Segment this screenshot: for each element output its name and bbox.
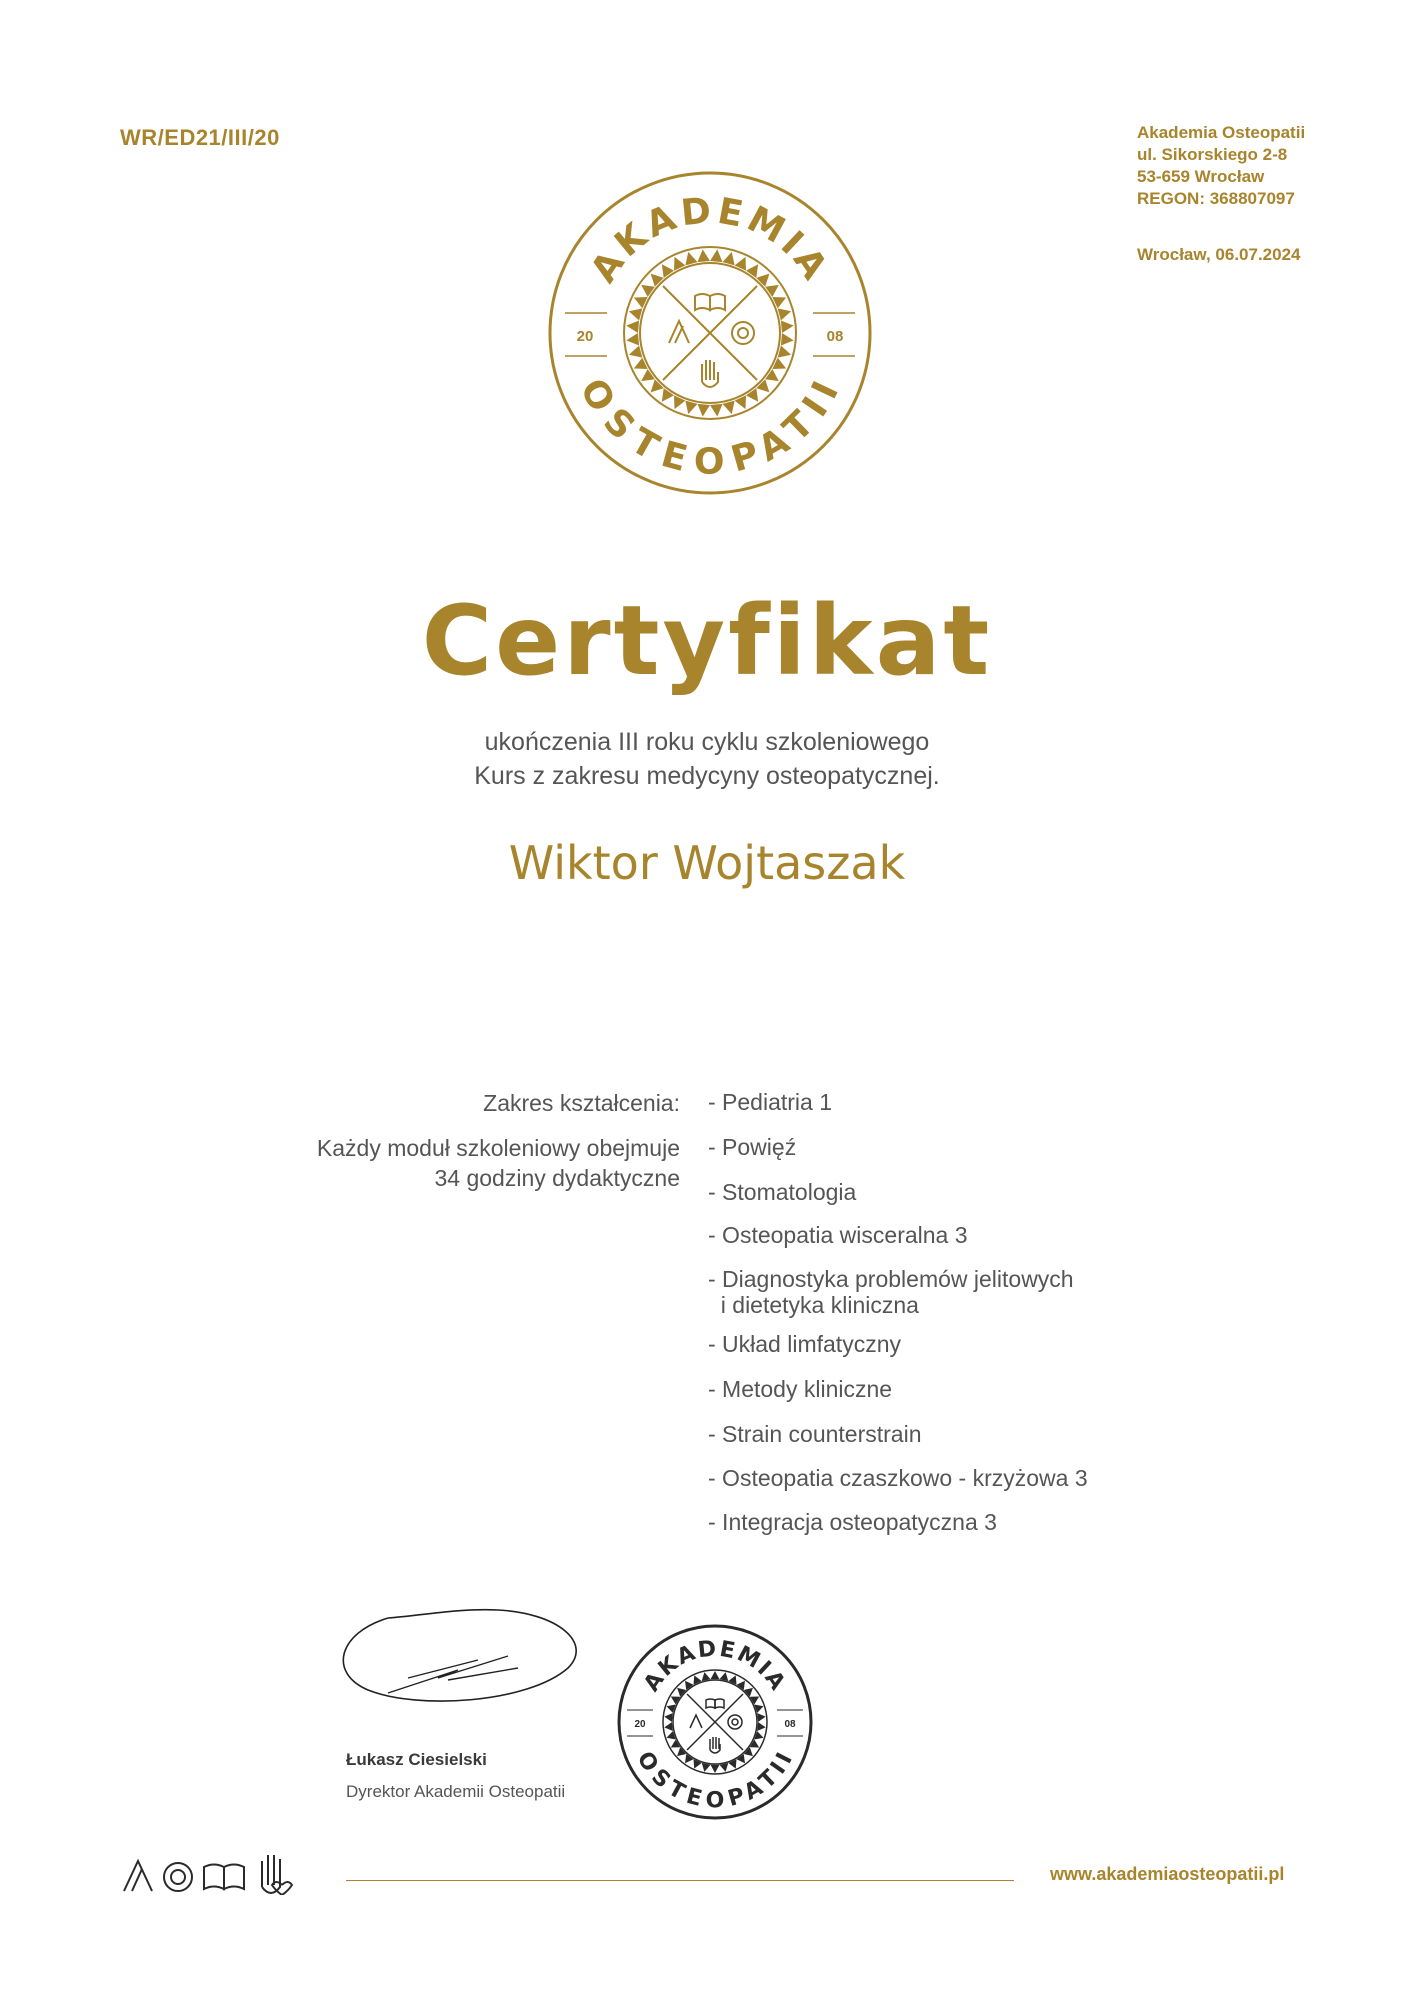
seal-year-right: 08 — [826, 328, 844, 345]
footer-icons — [122, 1847, 322, 1895]
seal-tooth — [626, 320, 639, 333]
list-item: - Metody kliniczne — [708, 1376, 893, 1402]
seal-tooth — [781, 320, 794, 333]
module-note-line-1: Każdy moduł szkoleniowy obejmuje — [316, 1135, 680, 1161]
stamp-top-text: AKADEMIA — [639, 1636, 791, 1697]
seal-tooth — [697, 249, 710, 262]
recipient-name: Wiktor Wojtaszak — [508, 836, 906, 890]
module-note — [200, 1133, 680, 1193]
lambda-icon — [124, 1861, 152, 1891]
seal-tooth — [723, 252, 735, 265]
seal-tooth — [629, 308, 642, 320]
issuer-name: Akademia Osteopatii — [1137, 123, 1306, 142]
list-item: - Pediatria 1 — [708, 1089, 833, 1115]
subtitle-line-1: ukończenia III roku cyklu szkoleniowego — [484, 728, 930, 756]
document-number: WR/ED21/III/20 — [120, 125, 280, 150]
issuer-street: ul. Sikorskiego 2-8 — [1137, 145, 1288, 164]
website-link[interactable]: www.akademiaosteopatii.pl — [1050, 1864, 1285, 1884]
seal-tooth — [778, 308, 791, 320]
stamp-year-left: 20 — [634, 1719, 646, 1730]
seal-year-left: 20 — [576, 328, 594, 345]
seal-tooth — [664, 1713, 673, 1722]
seal-top-text: AKADEMIA — [583, 190, 837, 290]
issuer-regon: REGON: 368807097 — [1137, 189, 1295, 208]
list-item: i dietetyka kliniczna — [708, 1292, 919, 1318]
stamp-bottom-text: OSTEOPATII — [631, 1747, 799, 1814]
list-item: - Osteopatia wisceralna 3 — [708, 1222, 968, 1248]
certificate-subtitle — [0, 725, 1414, 793]
list-item: - Integracja osteopatyczna 3 — [708, 1509, 997, 1535]
seal-tooth — [757, 1722, 766, 1731]
seal-tooth — [664, 1722, 673, 1731]
list-item: - Układ limfatyczny — [708, 1331, 901, 1357]
list-item: - Strain counterstrain — [708, 1421, 922, 1447]
seal-tooth — [757, 1713, 766, 1722]
place-date: Wrocław, 06.07.2024 — [1137, 245, 1301, 264]
certificate-title: Certyfikat — [421, 585, 993, 697]
seal-tooth — [711, 1671, 720, 1679]
seal-tooth — [629, 346, 642, 358]
circle-icon — [164, 1863, 192, 1891]
list-item: - Osteopatia czaszkowo - krzyżowa 3 — [708, 1465, 1088, 1491]
list-item: - Stomatologia — [708, 1179, 857, 1205]
seal-tooth — [626, 333, 639, 346]
signer-name: Łukasz Ciesielski — [346, 1750, 487, 1769]
seal-tooth — [723, 401, 735, 414]
seal-tooth — [778, 346, 791, 358]
subtitle-line-2: Kurs z zakresu medycyny osteopatycznej. — [474, 762, 940, 790]
seal-tooth — [710, 404, 723, 417]
seal-tooth — [781, 333, 794, 346]
book-icon — [204, 1865, 244, 1890]
list-item: - Diagnostyka problemów jelitowych — [708, 1266, 1074, 1292]
issuer-address — [1137, 122, 1305, 210]
module-note-line-2: 34 godziny dydaktyczne — [434, 1165, 680, 1191]
seal-tooth — [685, 401, 697, 414]
handwritten-signature — [328, 1598, 588, 1728]
seal-tooth — [697, 404, 710, 417]
stamp-year-right: 08 — [784, 1719, 796, 1730]
footer-divider — [346, 1880, 1014, 1881]
hand-heart-icon — [262, 1855, 292, 1895]
seal-tooth — [685, 252, 697, 265]
issuer-city: 53-659 Wrocław — [1137, 167, 1265, 186]
seal-tooth — [710, 249, 723, 262]
academy-stamp — [615, 1622, 815, 1822]
list-item: - Powięź — [708, 1134, 797, 1160]
academy-seal-logo — [545, 168, 875, 498]
scope-label: Zakres kształcenia: — [483, 1090, 680, 1116]
seal-bottom-text: OSTEOPATII — [571, 371, 849, 483]
signer-role: Dyrektor Akademii Osteopatii — [346, 1782, 566, 1801]
seal-tooth — [711, 1765, 720, 1773]
